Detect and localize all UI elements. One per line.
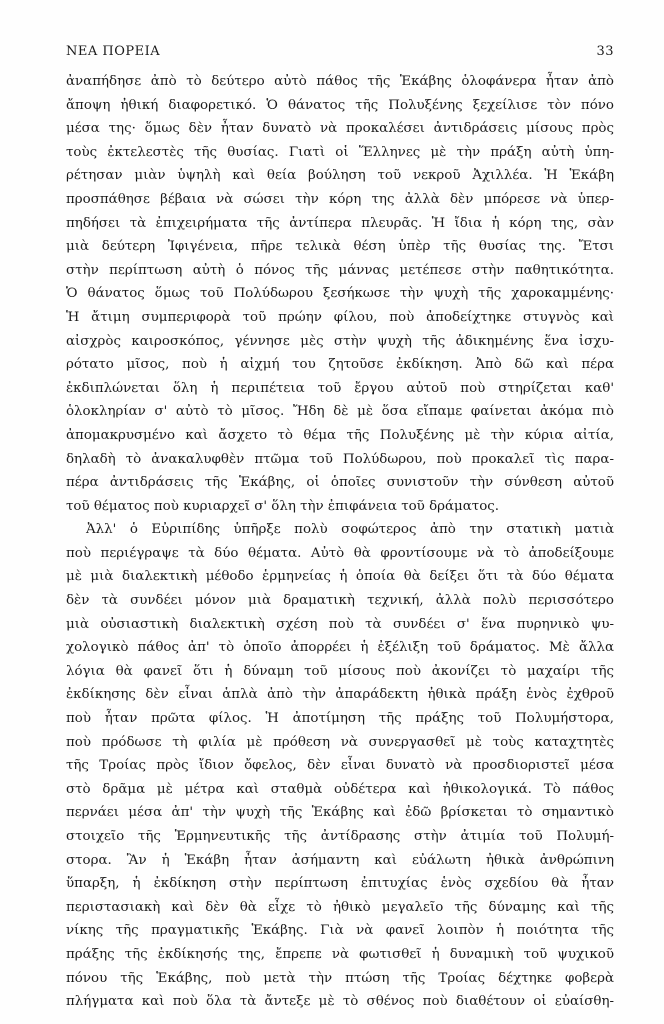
text-line: λόγια θὰ φανεῖ ὅτι ἡ δύναμη τοῦ μίσους ποὺ ἀκονίζει τὸ μαχαίρι τῆς — [66, 663, 614, 679]
text-line: ρέτησαν μιὰν ὑψηλὴ καὶ θεία βούληση τοῦ νεκροῦ Ἀχιλλέα. Ἡ Ἑκάβη — [66, 168, 614, 184]
text-line: τοὺς ἐκτελεστὲς τῆς θυσίας. Γιατὶ οἱ Ἕλληνες μὲ τὴν πράξη αὐτὴ ὑπη- — [66, 144, 614, 160]
text-line: ἐκδιπλώνεται ὅλη ἡ περιπέτεια τοῦ ἔργου αὐτοῦ ποὺ στηρίζεται καθ' — [66, 380, 614, 396]
text-line: μιὰ δεύτερη Ἰφιγένεια, πῆρε τελικὰ θέση ὑπὲρ τῆς θυσίας της. Ἔτσι — [66, 239, 614, 255]
text-line: στορα. Ἂν ἡ Ἑκάβη ἦταν ἀσήμαντη καὶ εὐάλωτη ἠθικὰ ἀνθρώπινη — [66, 852, 614, 868]
text-line: μιὰ οὐσιαστικὴ διαλεκτικὴ σχέση ποὺ τὰ συνδέει σ' ἕνα πυρηνικὸ ψυ- — [66, 616, 614, 632]
text-line: δηλαδὴ τὸ ἀνακαλυφθὲν πτῶμα τοῦ Πολύδωρου, ποὺ προκαλεῖ τὶς παρα- — [66, 451, 614, 467]
running-head — [66, 44, 614, 62]
text-line: πράξης τῆς ἐκδίκησής της, ἔπρεπε νὰ φωτισθεῖ ἡ δυναμικὴ τοῦ ψυχικοῦ — [66, 946, 614, 962]
text-line: ἐκδίκησης δὲν εἶναι ἁπλὰ ἀπὸ τὴν ἀπαράδεκτη ἠθικὰ πράξη ἑνὸς ἐχθροῦ — [66, 687, 614, 703]
text-line: χολογικὸ πάθος ἀπ' τὸ ὁποῖο ἀπορρέει ἡ ἐξέλιξη τοῦ δράματος. Μὲ ἄλλα — [66, 640, 614, 656]
text-line: ποὺ πρόδωσε τὴ φιλία μὲ πρόθεση νὰ συνεργασθεῖ μὲ τοὺς καταχτητὲς — [66, 734, 614, 750]
text-line: πόνου τῆς Ἑκάβης, ποὺ μετὰ τὴν πτώση τῆς Τροίας δέχτηκε φοβερὰ — [66, 970, 614, 986]
text-line: τοῦ θέματος ποὺ κυριαρχεῖ σ' ὅλη τὴν ἐπιφάνεια τοῦ δράματος. — [66, 498, 500, 514]
text-line: περνάει μέσα ἀπ' τὴν ψυχὴ τῆς Ἑκάβης καὶ ἐδῶ βρίσκεται τὸ σημαντικὸ — [66, 805, 614, 821]
text-line: αἰσχρὸς καιροσκόπος, γέννησε μὲς στὴν ψυχὴ τῆς ἀδικημένης ἕνα ἰσχυ- — [66, 333, 614, 349]
text-line: νίκης τῆς πραγματικῆς Ἑκάβης. Γιὰ νὰ φανεῖ λοιπὸν ἡ ποιότητα τῆς — [66, 923, 614, 939]
text-line: στὴν περίπτωση αὐτὴ ὁ πόνος τῆς μάννας μετέπεσε στὴν παθητικότητα. — [66, 262, 614, 278]
text-line: ἀναπήδησε ἀπὸ τὸ δεύτερο αὐτὸ πάθος τῆς Ἑκάβης ὁλοφάνερα ἦταν ἀπὸ — [66, 74, 614, 89]
text-line: ὕπαρξη, ἡ ἐκδίκηση στὴν περίπτωση ἐπιτυχίας ἑνὸς σχεδίου θὰ ἦταν — [66, 876, 614, 892]
text-line: Ὁ θάνατος ὅμως τοῦ Πολύδωρου ξεσήκωσε τὴν ψυχὴ τῆς χαροκαμμένης· — [66, 286, 614, 302]
text-line: προσπάθησε βέβαια νὰ σώσει τὴν κόρη της ἀλλὰ δὲν μπόρεσε νὰ ὑπερ- — [66, 191, 614, 207]
text-line: ἀπομακρυσμένο καὶ ἄσχετο τὸ θέμα τῆς Πολυξένης μὲ τὴν κύρια αἰτία, — [66, 427, 614, 443]
text-line: πλήγματα καὶ ποὺ ὅλα τὰ ἄντεξε μὲ τὸ σθένος ποὺ διαθέτουν οἱ εὐαίσθη- — [66, 994, 614, 1010]
text-line: Ἡ ἄτιμη συμπεριφορὰ τοῦ πρώην φίλου, ποὺ ἀποδείχτηκε στυγνὸς καὶ — [66, 309, 614, 325]
text-line: ποὺ ἦταν πρῶτα φίλος. Ἡ ἀποτίμηση τῆς πράξης τοῦ Πολυμήστορα, — [66, 711, 614, 727]
page-number: 33 — [596, 44, 614, 59]
text-line: δὲν τὰ συνδέει μόνον μιὰ δραματικὴ τεχνική, ἀλλὰ πολὺ περισσότερο — [66, 593, 614, 609]
text-line: στοιχεῖο τῆς Ἑρμηνευτικῆς τῆς ἀντίδρασης στὴν ἀτιμία τοῦ Πολυμή- — [66, 829, 614, 844]
text-line: ποὺ περιέγραψε τὰ δύο θέματα. Αὐτὸ θὰ φροντίσουμε νὰ τὸ ἀποδείξουμε — [66, 545, 614, 561]
text-line: ἄποψη ἠθική διαφορετικό. Ὁ θάνατος τῆς Πολυξένης ξεχείλισε τὸν πόνο — [66, 97, 614, 113]
text-line: μέσα της· ὅμως δὲν ἦταν δυνατὸ νὰ προκαλέσει ἀντιδράσεις μίσους πρὸς — [66, 121, 614, 137]
text-line: μὲ μιὰ διαλεκτικὴ μέθοδο ἑρμηνείας ἡ ὁποία θὰ δείξει ὅτι τὰ δύο θέματα — [66, 569, 614, 585]
text-line: ρότατο μῖσος, ποὺ ἡ αἰχμή του ζητοῦσε ἐκδίκηση. Ἀπὸ δῶ καὶ πέρα — [66, 357, 614, 373]
journal-title: ΝΕΑ ΠΟΡΕΙΑ — [66, 44, 161, 59]
text-line: ὁλοκληρίαν σ' αὐτὸ τὸ μῖσος. Ἤδη δὲ μὲ ὅσα εἴπαμε φαίνεται ἀκόμα πιὸ — [66, 404, 614, 420]
body-text — [66, 70, 614, 1014]
text-line: τῆς Τροίας πρὸς ἴδιον ὄφελος, δὲν εἶναι δυνατὸ νὰ προσδιοριστεῖ μέσα — [66, 758, 614, 774]
text-line: πηδήσει τὰ ἐπιχειρήματα τῆς ἀντίπερα πλευρᾶς. Ἡ ἴδια ἡ κόρη της, σὰν — [66, 215, 614, 231]
text-line: περιστασιακὴ καὶ δὲν θὰ εἶχε τὸ ἠθικὸ μεγαλεῖο τῆς δύναμης καὶ τῆς — [66, 899, 614, 915]
text-line: Ἀλλ' ὁ Εὐριπίδης ὑπῆρξε πολὺ σοφώτερος ἀπὸ την στατικὴ ματιὰ — [86, 522, 614, 538]
text-line: πέρα ἀντιδράσεις τῆς Ἑκάβης, οἱ ὁποῖες συνιστοῦν τὴν σύνθεση αὐτοῦ — [66, 475, 614, 491]
text-line: στὸ δρᾶμα μὲ μέτρα καὶ σταθμὰ οὐδέτερα καὶ ἠθικολογικά. Τὸ πάθος — [66, 781, 614, 797]
